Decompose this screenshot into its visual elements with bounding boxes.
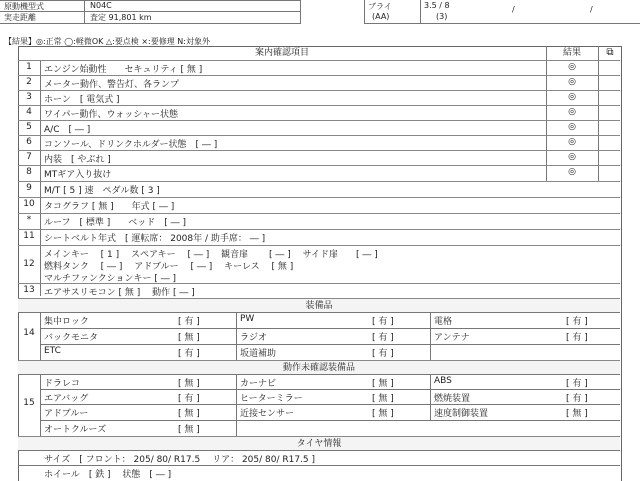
equip-label: 電格 xyxy=(434,317,453,327)
unconf-label: 速度制御装置 xyxy=(434,409,489,419)
equip-label: 集中ロック xyxy=(44,317,89,327)
equip-label: バックモニタ xyxy=(44,333,99,343)
unconf-label: ヒーターミラー xyxy=(240,394,303,404)
tread-value: 3.5 / 8 xyxy=(424,1,450,10)
tread-label: ブライ xyxy=(368,2,392,11)
table-title: 案内確認項目 xyxy=(254,48,309,58)
equip-value: [ 無 ] xyxy=(178,333,200,343)
copy-icon[interactable]: ⧉ xyxy=(606,47,614,58)
unconf-value: [ 有 ] xyxy=(566,394,588,404)
table-row: 4 ワイパー動作、ウォッシャー状態 ◎ xyxy=(18,105,620,121)
equip-label: PW xyxy=(240,314,255,324)
unconf-label: エアバッグ xyxy=(44,394,89,404)
unconf-value: [ 無 ] xyxy=(178,379,200,389)
equip-value: [ 有 ] xyxy=(178,317,200,327)
distance-value: 査定 91,801 km xyxy=(90,13,152,22)
key-row: 12 メインキー [ 1 ] スペアキー [ ― ] 観音扉 [ ― ] サイド扉 [ ― ] 燃料タンク [ ― ] アドブルー [ ― ] キーレス [ 無 ] マルチファンクションキー [ ― ] xyxy=(18,245,620,284)
equipment-title: 装備品 xyxy=(18,298,620,313)
tread-sub: (AA) xyxy=(372,12,390,21)
unconf-label: カーナビ xyxy=(240,379,277,389)
motor-value: N04C xyxy=(90,1,112,10)
result-header: 結果 xyxy=(562,48,581,58)
equip-label: アンテナ xyxy=(434,333,470,343)
unconf-label: オートクルーズ xyxy=(44,425,107,435)
table-row: 7 内装 [ やぶれ ] ◎ xyxy=(18,150,620,166)
unconfirmed-num: 15 xyxy=(23,398,35,408)
unconf-value: [ 無 ] xyxy=(178,425,200,435)
header xyxy=(0,0,640,28)
unconf-value: [ 有 ] xyxy=(178,394,200,404)
equip-value: [ 有 ] xyxy=(372,333,394,343)
unconf-value: [ 有 ] xyxy=(566,379,588,389)
table-row: 10 タコグラフ [ 無 ] 年式 [ ― ] xyxy=(18,197,620,213)
unconf-label: アドブルー xyxy=(44,409,89,419)
motor-label: 原動機型式 xyxy=(4,2,44,11)
unconf-label: ABS xyxy=(434,376,452,386)
tire-title: タイヤ情報 xyxy=(18,436,620,451)
unconf-value: [ 無 ] xyxy=(372,394,394,404)
table-row: 6 コンソール、ドリンクホルダー状態 [ ― ] ◎ xyxy=(18,135,620,151)
equip-label: ラジオ xyxy=(240,333,268,343)
table-row: 1 エンジン始動性 セキュリティ [ 無 ] ◎ xyxy=(18,60,620,76)
table-row: 8 MTギア入り抜け ◎ xyxy=(18,165,620,181)
table-row: 3 ホーン [ 電気式 ] ◎ xyxy=(18,90,620,106)
equip-value: [ 有 ] xyxy=(178,349,200,359)
unconf-value: [ 無 ] xyxy=(372,409,394,419)
tire-size: サイズ [ フロント： 205/ 80/ R17.5 リア： 205/ 80/ R17.5 ] xyxy=(44,455,316,465)
unconf-value: [ 無 ] xyxy=(372,379,394,389)
equip-value: [ 有 ] xyxy=(566,317,588,327)
result-legend: 【結果】◎:正常 ◯:軽微OK △:要点検 ×:要修理 N:対象外 xyxy=(4,37,210,46)
unconfirmed-title: 動作未確認装備品 xyxy=(18,360,620,375)
equip-label: 坂道補助 xyxy=(240,349,277,359)
unconf-value: [ 無 ] xyxy=(178,409,200,419)
unconf-label: 燃焼装置 xyxy=(434,394,471,404)
unconf-label: 近接センサー xyxy=(240,409,295,419)
tread-sub2: (3) xyxy=(436,12,448,21)
tread-slash-1: / xyxy=(512,5,515,14)
unconf-label: ドラレコ xyxy=(44,379,81,389)
table-row: * ルーフ [ 標準 ] ベッド [ ― ] xyxy=(18,213,620,229)
table-row: 2 メーター動作、警告灯、各ランプ ◎ xyxy=(18,75,620,91)
tire-wheel: ホイール [ 鉄 ] 状態 [ ― ] xyxy=(44,470,172,480)
tread-slash-2: / xyxy=(590,5,593,14)
equip-label: ETC xyxy=(44,346,61,356)
table-row: 5 A/C [ ― ] ◎ xyxy=(18,120,620,136)
table-row: 11 シートベルト年式 [ 運転席： 2008年 / 助手席： ― ] xyxy=(18,229,620,245)
equip-value: [ 有 ] xyxy=(566,333,588,343)
unconf-value: [ 無 ] xyxy=(566,409,588,419)
equip-value: [ 有 ] xyxy=(372,349,394,359)
air-suspension-row: 13 エアサスリモコン [ 無 ] 動作 [ ― ] xyxy=(18,283,620,299)
distance-label: 実走距離 xyxy=(4,13,36,22)
table-row: 9 M/T [ 5 ] 速 ペダル数 [ 3 ] xyxy=(18,181,620,197)
equip-value: [ 有 ] xyxy=(372,317,394,327)
equipment-num: 14 xyxy=(23,328,35,338)
